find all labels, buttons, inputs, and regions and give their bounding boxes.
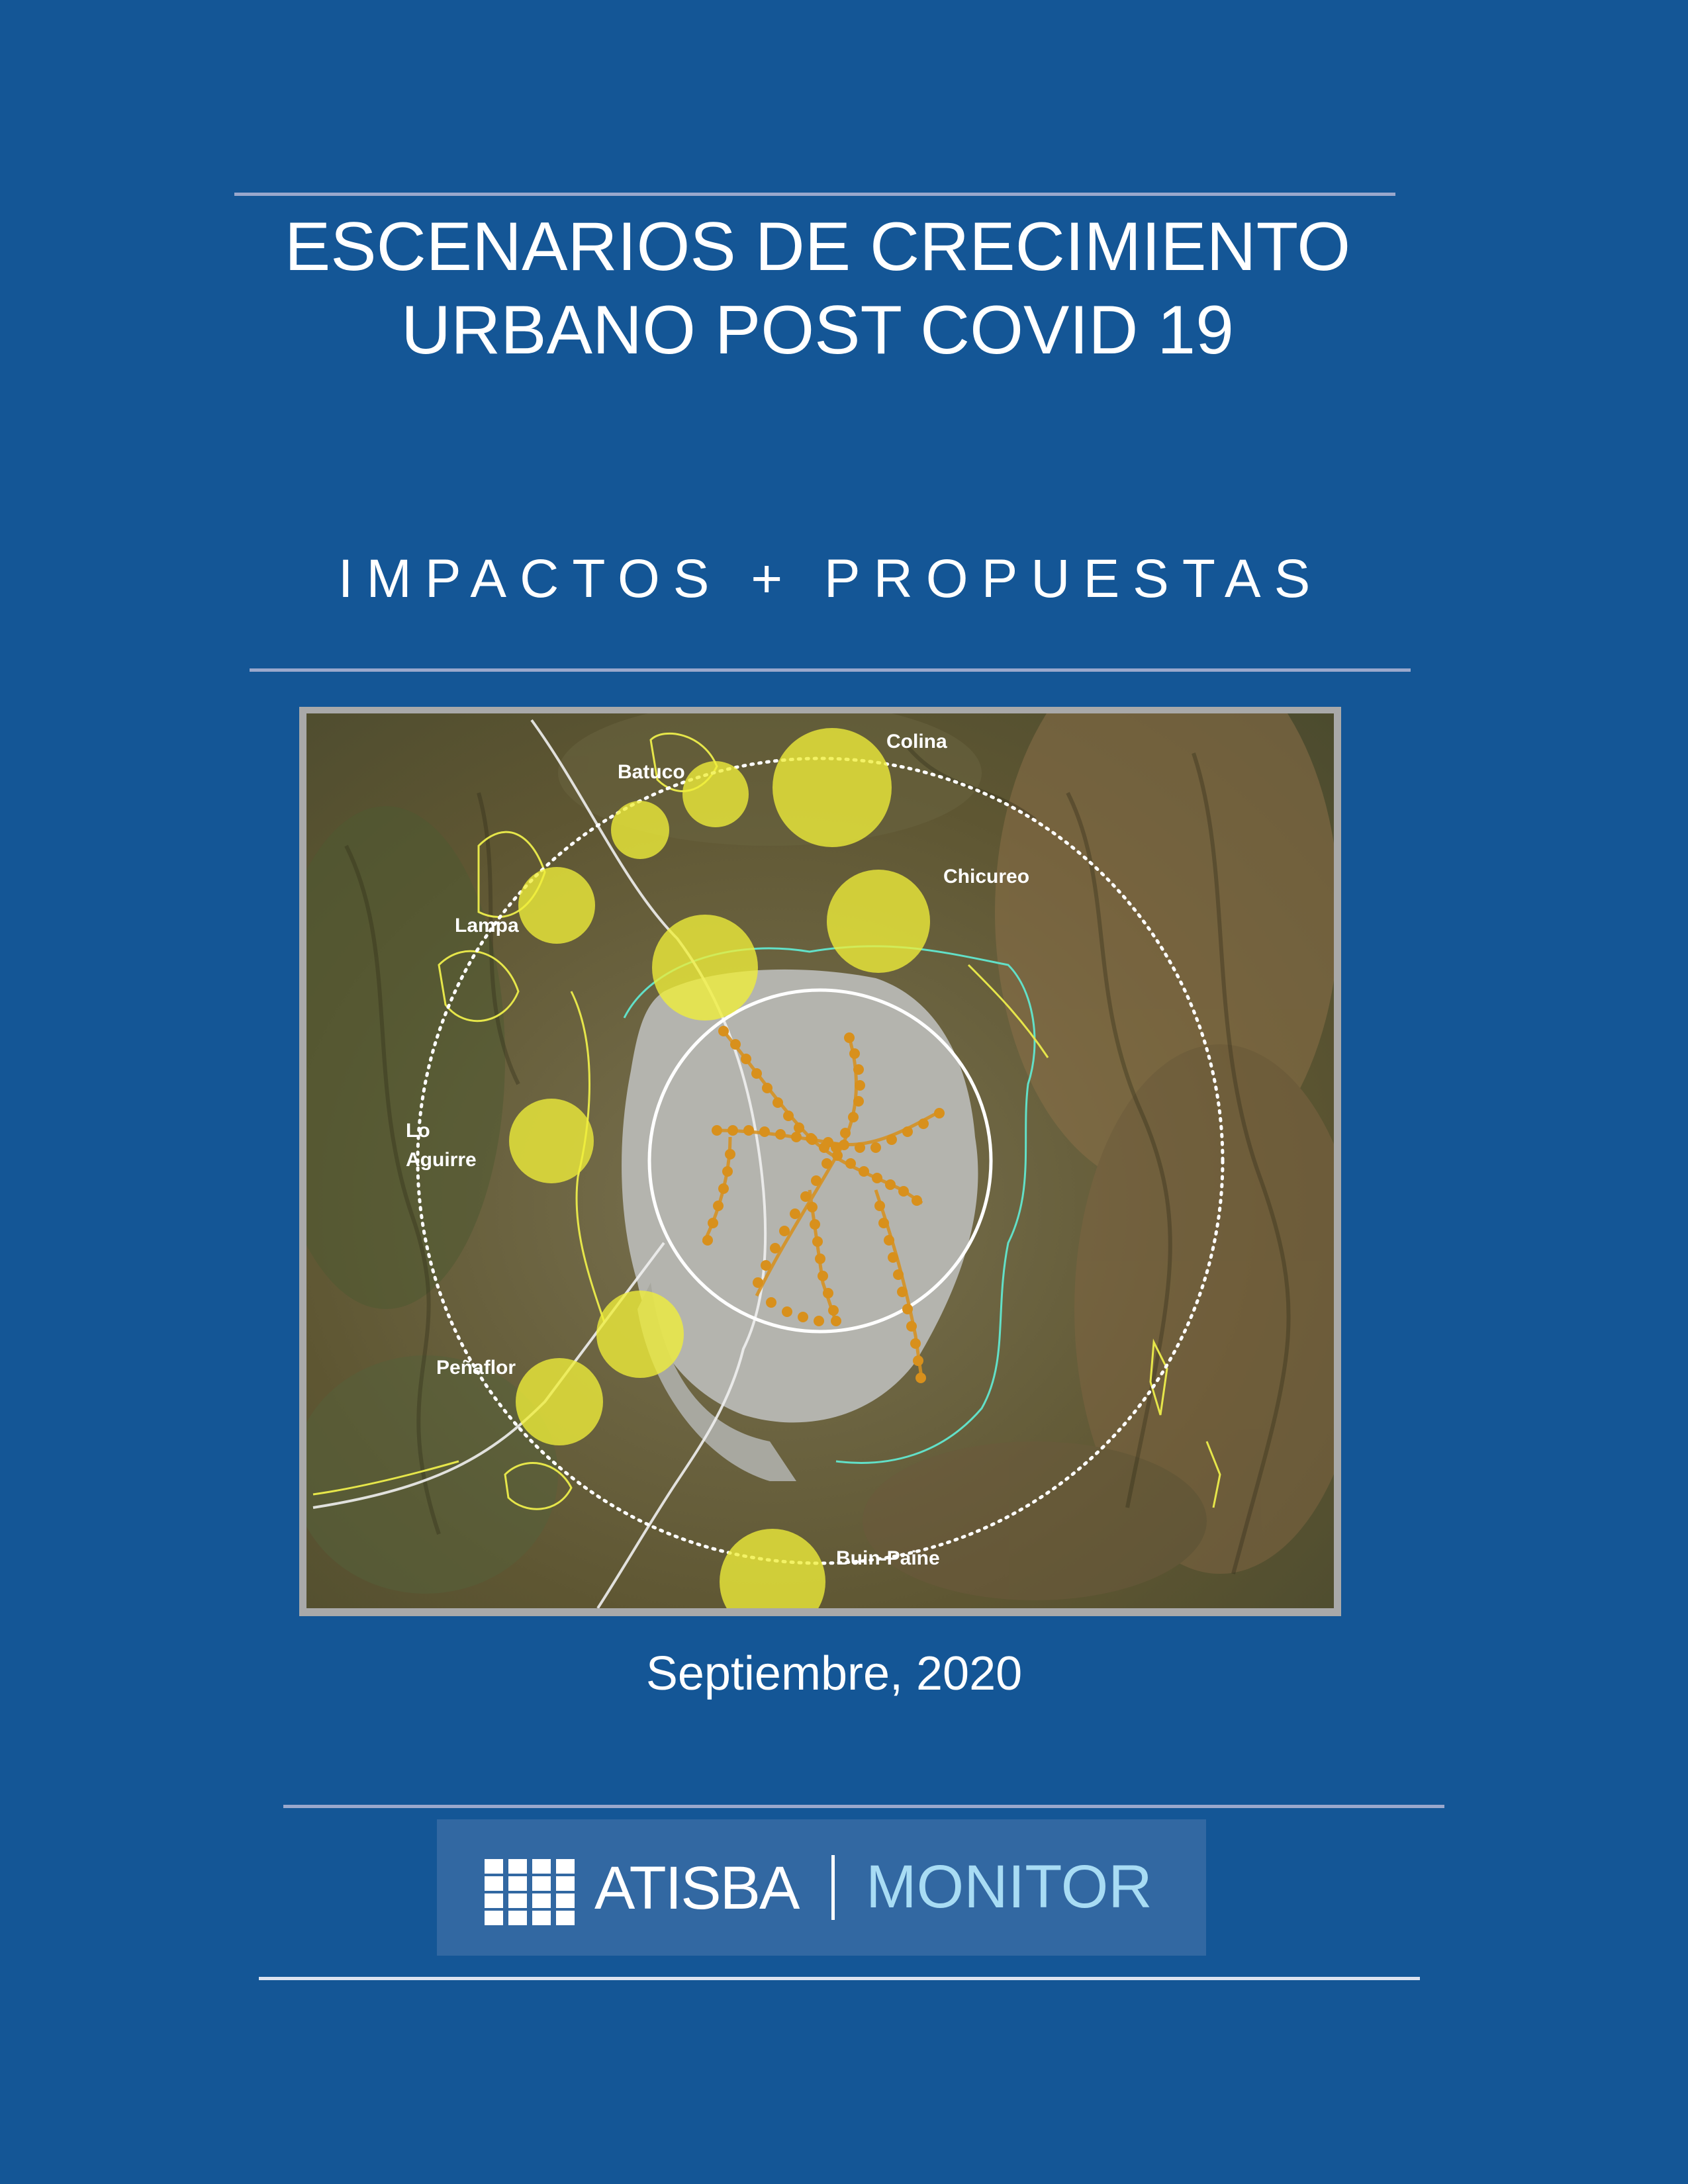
label-penaflor: Peñaflor bbox=[436, 1357, 516, 1379]
title-line-2: URBANO POST COVID 19 bbox=[401, 292, 1234, 369]
brand-separator bbox=[831, 1855, 835, 1920]
top-divider bbox=[234, 193, 1395, 196]
growth-zone-colina bbox=[773, 728, 892, 847]
satellite-map bbox=[306, 713, 1334, 1608]
growth-zone-batuco bbox=[682, 761, 749, 827]
footer-divider-top bbox=[283, 1805, 1444, 1808]
label-buin-paine: Buin-Paine bbox=[836, 1547, 940, 1569]
report-date: Septiembre, 2020 bbox=[645, 1647, 1023, 1700]
brand-name: ATISBA bbox=[594, 1854, 799, 1922]
title-line-1: ESCENARIOS DE CRECIMIENTO bbox=[284, 208, 1351, 285]
report-title bbox=[0, 205, 1635, 372]
label-lampa: Lampa bbox=[455, 915, 519, 936]
footer-divider-bottom bbox=[259, 1977, 1420, 1980]
label-lo: Lo bbox=[406, 1120, 430, 1142]
atisba-monitor-logo bbox=[437, 1819, 1206, 1956]
product-name: MONITOR bbox=[866, 1853, 1152, 1921]
label-chicureo: Chicureo bbox=[943, 866, 1030, 887]
label-batuco: Batuco bbox=[618, 761, 685, 783]
growth-zone-southwest bbox=[596, 1291, 684, 1378]
growth-zone-central-north bbox=[652, 915, 758, 1021]
label-colina: Colina bbox=[886, 731, 947, 752]
subtitle-divider bbox=[250, 668, 1411, 672]
growth-zone-batuco-south bbox=[611, 801, 669, 859]
grid-logo-icon bbox=[485, 1859, 577, 1925]
label-aguirre: Aguirre bbox=[406, 1149, 477, 1171]
growth-zone-penaflor bbox=[516, 1358, 603, 1445]
growth-zone-lampa bbox=[518, 867, 595, 944]
growth-zone-lo-aguirre bbox=[509, 1099, 594, 1183]
report-subtitle: IMPACTOS + PROPUESTAS bbox=[338, 549, 1324, 609]
map-frame bbox=[299, 707, 1341, 1616]
growth-zone-chicureo bbox=[827, 870, 930, 973]
